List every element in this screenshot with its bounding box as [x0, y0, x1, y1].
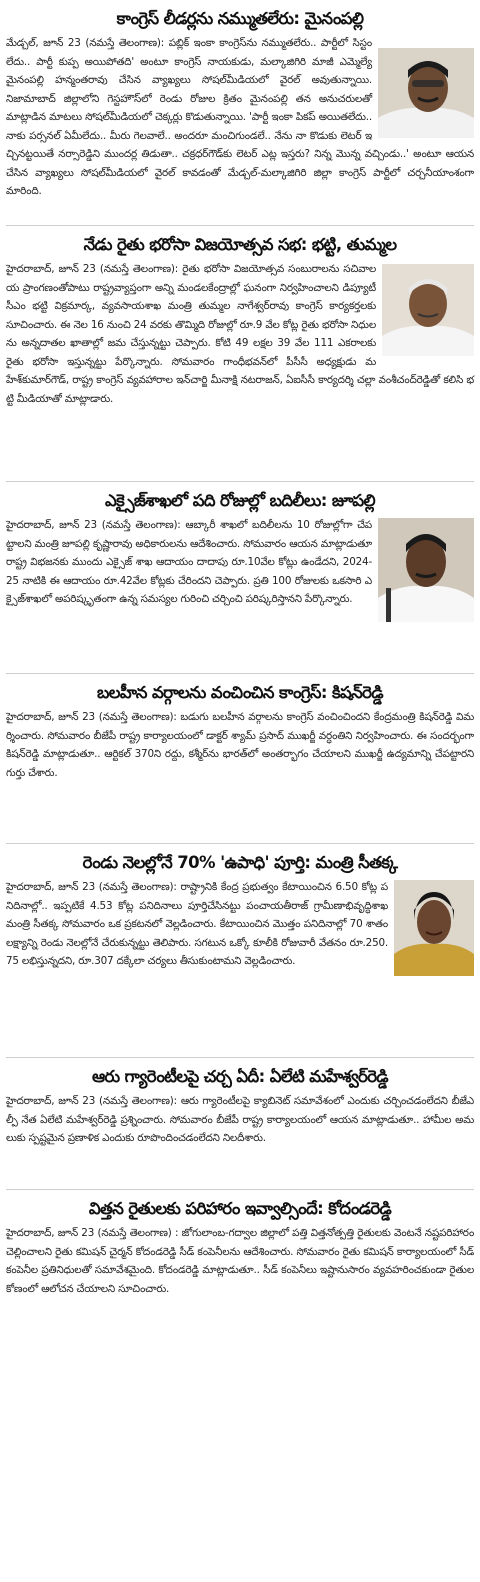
- article-text: రాష్ట్రానికి కేంద్ర ప్రభుత్వం కేటాయించిన 6.50 కోట్ల పనిదినాల్లో.. ఇప్పటికే 4.53 కోట్ల పనిదినాలు పూర్తిచేసినట్టు పంచాయతీరాజ్ గ్రామీణాభివృద్ధిశాఖ మంత్రి సీతక్క సోమవారం ఒక ప్రకటనలో వెల్లడించారు. కేటాయించిన మొత్తం పనిదినాల్లో 70 శాతం లక్ష్యాన్ని రెండు నెలల్లోనే చేరుకున్నట్టు తెలిపారు. సగటున ఒక్కో కూలీకి రోజువారీ వేతనం రూ.250.75 లభిస్తున్నదని, రూ.307 దక్కేలా చర్యలు తీసుకుంటామని వెల్లడించారు.: [6, 881, 388, 967]
- photo-jupally: [378, 518, 474, 622]
- article-headline: విత్తన రైతులకు పరిహారం ఇవ్వాల్సిందే: కోదండరెడ్డి: [88, 1199, 392, 1218]
- article-dateline: హైదరాబాద్, జూన్ 23 (నమస్తే తెలంగాణ):: [6, 263, 179, 275]
- article-body: [6, 34, 474, 201]
- article-headline: బలహీన వర్గాలను వంచించిన కాంగ్రెస్: కిషన్‌రెడ్డి: [97, 683, 383, 702]
- article-dateline: హైదరాబాద్, జూన్ 23 (నమస్తే తెలంగాణ):: [6, 519, 181, 531]
- article-kodanda-reddy: [6, 1190, 474, 1582]
- article-text: బడుగు బలహీన వర్గాలను కాంగ్రెస్ వంచించిందని కేంద్రమంత్రి కిషన్‌రెడ్డి విమర్శించారు. సోమవారం బీజేపీ రాష్ట్ర కార్యాలయంలో డాక్టర్ శ్యామ్ ప్రసాద్ ముఖర్జీ వర్ధంతిని నిర్వహించారు. ఈ సందర్భంగా కిషన్‌రెడ్డి మాట్లాడుతూ.. ఆర్టికల్ 370ని రద్దు, కశ్మీర్‌ను భారత్‌లో అంతర్భాగం చేయాలని ముఖర్జీ ఉద్యమాన్ని చేపట్టారని గుర్తు చేశారు.: [6, 711, 474, 779]
- photo-tummala: [382, 264, 474, 356]
- article-dateline: హైదరాబాద్, జూన్ 23 (నమస్తే తెలంగాణ) :: [6, 1227, 179, 1239]
- article-headline: ఆరు గ్యారెంటీలపై చర్చ ఏదీ: ఏలేటి మహేశ్వర్‌రెడ్డి: [91, 1067, 389, 1086]
- article-text: ఆబ్కారీ శాఖలో బదిలీలను 10 రోజుల్లోగా చేపట్టాలని మంత్రి జూపల్లి కృష్ణారావు అధికారులను ఆదేశించారు. సోమవారం ఆయన మాట్లాడుతూ రాష్ట్ర విభజనకు ముందు ఎక్సైజ్ శాఖ ఆదాయం దాదాపు రూ.10వేల కోట్లు ఉండేదని, 2024-25 నాటికి ఈ ఆదాయం రూ.42వేల కోట్లకు చేరిందని చెప్పారు. ప్రతి 100 రోజులకు ఒకసారి ఎక్సైజ్‌శాఖలో అపరిష్కృతంగా ఉన్న సమస్యల గురించి చర్చించి పరిష్కరిస్తానని పేర్కొన్నారు.: [6, 519, 372, 605]
- article-body: [6, 1092, 474, 1148]
- article-dateline: మేడ్చల్, జూన్ 23 (నమస్తే తెలంగాణ):: [6, 37, 165, 49]
- article-body: [6, 1224, 474, 1298]
- article-headline: రెండు నెలల్లోనే 70% 'ఉపాధి' పూర్తి: మంత్రి సీతక్క: [82, 853, 398, 872]
- article-rythu-bharosa: [6, 226, 474, 482]
- article-seethakka: [6, 844, 474, 1058]
- article-mainampalli: [6, 0, 474, 226]
- article-body: [6, 516, 474, 609]
- article-body: [6, 260, 474, 408]
- article-dateline: హైదరాబాద్, జూన్ 23 (నమస్తే తెలంగాణ):: [6, 711, 177, 723]
- photo-mainampalli: [378, 48, 474, 138]
- article-dateline: హైదరాబాద్, జూన్ 23 (నమస్తే తెలంగాణ):: [6, 881, 177, 893]
- article-excise: [6, 482, 474, 674]
- article-text: ఆరు గ్యారెంటీలపై క్యాబినెట్ సమావేశంలో ఎందుకు చర్చించడంలేదని బీజేఎల్పీ నేత ఏలేటి మహేశ్వర్‌రెడ్డి ప్రశ్నించారు. సోమవారం బీజేపీ రాష్ట్ర కార్యాలయంలో ఆయన మాట్లాడుతూ.. హామీల అమలుకు స్పష్టమైన ప్రణాళిక ఎందుకు రూపొందించడంలేదని నిలదీశారు.: [6, 1095, 474, 1144]
- article-text: జోగులాంబ-గద్వాల జిల్లాలో పత్తి విత్తనోత్పత్తి రైతులకు వెంటనే నష్టపరిహారం చెల్లించాలని రైతు కమిషన్ చైర్మన్ కోదండరెడ్డి సీడ్ కంపెనీలను ఆదేశించారు. సోమవారం రైతు కమిషన్ కార్యాలయంలో సీడ్ కంపెనీల ప్రతినిధులతో సమావేశమైంది. కోదండరెడ్డి మాట్లాడుతూ.. సీడ్ కంపెనీలు ఇష్టానుసారం వ్యవహరించకుండా రైతుల కోణంలో ఆలోచన చేయాలని సూచించారు.: [6, 1227, 475, 1295]
- article-headline: ఎక్సైజ్‌శాఖలో పది రోజుల్లో బదిలీలు: జూపల్లి: [104, 491, 376, 510]
- article-headline: నేడు రైతు భరోసా విజయోత్సవ సభ: భట్టి, తుమ్మల: [83, 235, 397, 254]
- article-body: [6, 878, 474, 971]
- article-text: పబ్లిక్ ఇంకా కాంగ్రెస్‌ను నమ్ముతలేరు.. పార్టీలో సిస్టం లేదు.. పార్టీ కుప్ప అయిపోతది' అంటూ కాంగ్రెస్ నాయకుడు, మల్కాజిగిరి మాజీ ఎమ్మెల్యే మైనంపల్లి హన్మంతరావు చేసిన వ్యాఖ్యలు సోషల్‌మీడియలో వైరల్ అవుతున్నాయి. నిజామాబాద్ జిల్లాలోని గెస్టహౌస్‌లో రెండు రోజుల క్రితం మైనంపల్లి తన అనుచరులతో మాట్లాడిన మాటలు సోషల్‌మీడియలో చెక్కర్లు కొడుతున్నాయి. 'పార్టీ ఇంకా పికప్ అయితలేదు.. నాకు పర్సనల్ ఏమీలేదు.. మీరు గెలవాలే.. అందరూ మంచిగుండలే.. నేను నా కొడుకు లెటర్ ఇచ్చినట్టయితే నర్సారెడ్డిని ముందర్ల తిడుతా.. చక్రధర్‌గౌడ్‌కు లెటర్ ఎట్ల ఇస్తరు? నిన్న మొన్న వచ్చిండు..' అంటూ ఆయన చేసిన వ్యాఖ్యలు సోషల్‌మీడియలో వైరల్ కావడంతో మేడ్చల్-మల్కాజిగిరి జిల్లా కాంగ్రెస్ పార్టీలో చర్చనీయాంశంగా మారింది.: [6, 37, 474, 197]
- photo-seethakka: [394, 880, 474, 976]
- article-headline: కాంగ్రెస్ లీడర్లను నమ్ముతలేరు: మైనంపల్లి: [116, 9, 364, 28]
- article-kishan-reddy: [6, 674, 474, 844]
- article-body: [6, 708, 474, 782]
- article-dateline: హైదరాబాద్, జూన్ 23 (నమస్తే తెలంగాణ):: [6, 1095, 177, 1107]
- article-text: రైతు భరోసా విజయోత్సవ సంబురాలను సచివాలయ ప్రాంగణంతోపాటు రాష్ట్రవ్యాప్తంగా అన్ని మండలకేంద్రాల్లో ఘనంగా నిర్వహించాలని డిప్యూటీ సీఎం భట్టి విక్రమార్క, వ్యవసాయశాఖ మంత్రి తుమ్మల నాగేశ్వర్‌రావు కాంగ్రెస్ కార్యకర్తలకు సూచించారు. ఈ నెల 16 నుంచి 24 వరకు తొమ్మిది రోజుల్లో రూ.9 వేల కోట్ల రైతు భరోసా నిధులను అన్నదాతల ఖాతాల్లో జమ చేస్తున్నట్టు చెప్పారు. కోటి 49 లక్షల 39 వేల 111 ఎకరాలకు రైతు భరోసా ఇస్తున్నట్టు పేర్కొన్నారు. సోమవారం గాంధీభవన్‌లో పీసీసీ అధ్యక్షుడు మహేశ్‌కుమార్‌గౌడ్, రాష్ట్ర కాంగ్రెస్ వ్యవహారాల ఇన్‌చార్జి మీనాక్షి నటరాజన్, ఏఐసీసీ కార్యదర్శి చల్లా వంశీచంద్‌రెడ్డితో కలిసి భట్టి మీడియాతో మాట్లాడారు.: [6, 263, 474, 405]
- article-maheshwar-reddy: [6, 1058, 474, 1190]
